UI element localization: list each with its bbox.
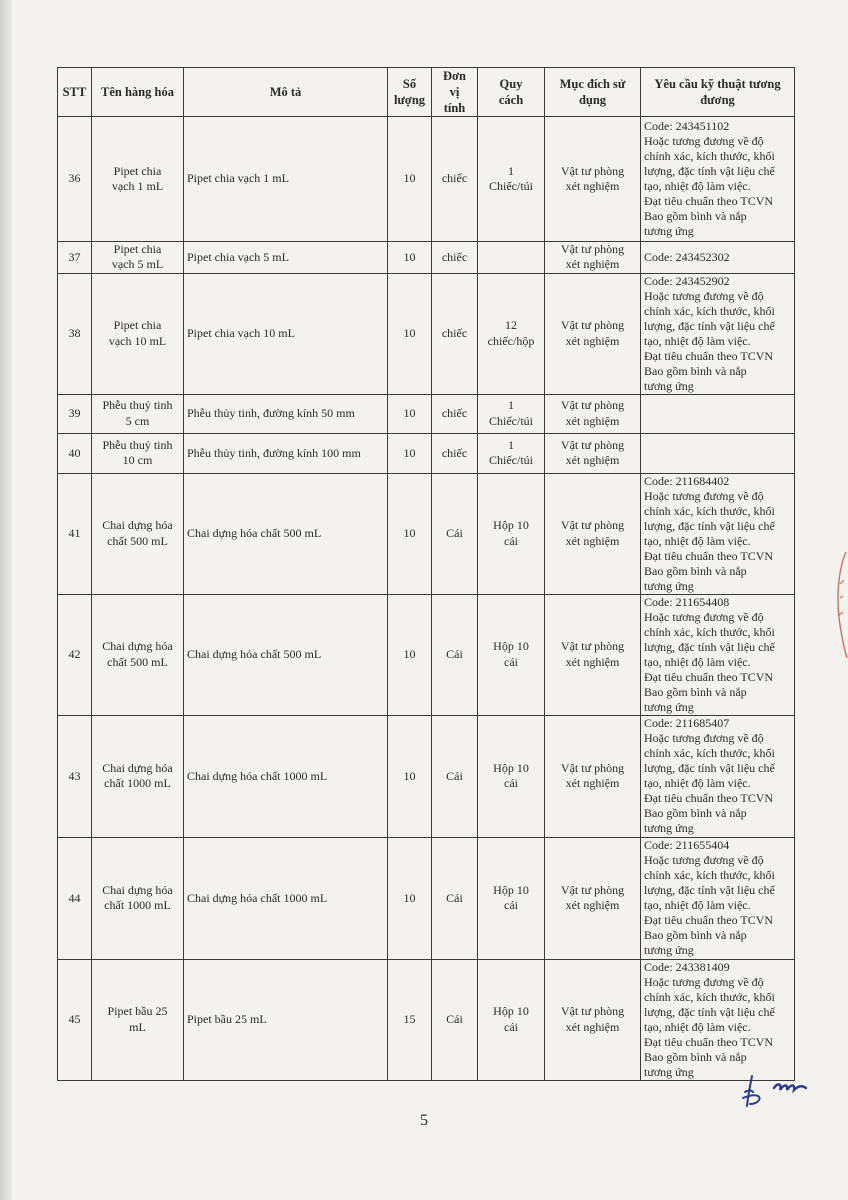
cell-ten-hang-hoa: Pipet bầu 25 mL: [92, 959, 184, 1080]
cell-quy-cach: 1 Chiếc/túi: [478, 394, 545, 433]
cell-yeu-cau-ky-thuat: Code: 243452302: [641, 242, 795, 274]
cell-don-vi-tinh: Cái: [432, 837, 478, 959]
cell-so-luong: 10: [388, 117, 432, 242]
table-header-row: [58, 68, 795, 117]
cell-stt: 37: [58, 242, 92, 274]
cell-mo-ta: Phễu thủy tinh, đường kính 50 mm: [184, 394, 388, 433]
header-ten-hang-hoa: Tên hàng hóa: [92, 68, 184, 117]
cell-don-vi-tinh: chiếc: [432, 273, 478, 394]
cell-mo-ta: Chai dựng hóa chất 500 mL: [184, 594, 388, 715]
cell-ten-hang-hoa: Phễu thuỷ tinh 10 cm: [92, 433, 184, 473]
cell-don-vi-tinh: Cái: [432, 715, 478, 837]
cell-ten-hang-hoa: Chai dựng hóa chất 500 mL: [92, 473, 184, 594]
cell-don-vi-tinh: chiếc: [432, 242, 478, 274]
cell-so-luong: 10: [388, 473, 432, 594]
table-row: [58, 959, 795, 1080]
scan-edge: [0, 0, 12, 1200]
cell-muc-dich-su-dung: Vật tư phòng xét nghiệm: [545, 473, 641, 594]
table-row: [58, 594, 795, 715]
cell-mo-ta: Chai dựng hóa chất 1000 mL: [184, 837, 388, 959]
table-row: [58, 273, 795, 394]
cell-ten-hang-hoa: Phễu thuỷ tinh 5 cm: [92, 394, 184, 433]
header-don-vi-tinh: Đơn vị tính: [432, 68, 478, 117]
cell-ten-hang-hoa: Chai dựng hóa chất 500 mL: [92, 594, 184, 715]
cell-don-vi-tinh: Cái: [432, 959, 478, 1080]
page-number: 5: [420, 1112, 428, 1129]
cell-don-vi-tinh: chiếc: [432, 117, 478, 242]
cell-yeu-cau-ky-thuat: [641, 394, 795, 433]
cell-stt: 45: [58, 959, 92, 1080]
cell-muc-dich-su-dung: Vật tư phòng xét nghiệm: [545, 837, 641, 959]
cell-don-vi-tinh: Cái: [432, 594, 478, 715]
cell-stt: 41: [58, 473, 92, 594]
header-mo-ta: Mô tả: [184, 68, 388, 117]
cell-yeu-cau-ky-thuat: Code: 211685407 Hoặc tương đương về độ chính xác, kích thước, khối lượng, đặc tính vật liệu chế tạo, nhiệt độ làm việc. Đạt tiêu chuẩn theo TCVN Bao gồm bình và nắp tương ứng: [641, 715, 795, 837]
cell-so-luong: 10: [388, 242, 432, 274]
cell-ten-hang-hoa: Chai dựng hóa chất 1000 mL: [92, 715, 184, 837]
cell-muc-dich-su-dung: Vật tư phòng xét nghiệm: [545, 959, 641, 1080]
cell-stt: 36: [58, 117, 92, 242]
cell-so-luong: 10: [388, 433, 432, 473]
table-row: [58, 837, 795, 959]
cell-ten-hang-hoa: Pipet chia vạch 10 mL: [92, 273, 184, 394]
cell-mo-ta: Phễu thủy tinh, đường kính 100 mm: [184, 433, 388, 473]
cell-muc-dich-su-dung: Vật tư phòng xét nghiệm: [545, 394, 641, 433]
cell-yeu-cau-ky-thuat: [641, 433, 795, 473]
cell-muc-dich-su-dung: Vật tư phòng xét nghiệm: [545, 273, 641, 394]
cell-yeu-cau-ky-thuat: Code: 243451102 Hoặc tương đương về độ chính xác, kích thước, khối lượng, đặc tính vật liệu chế tạo, nhiệt độ làm việc. Đạt tiêu chuẩn theo TCVN Bao gồm bình và nắp tương ứng: [641, 117, 795, 242]
table-row: [58, 394, 795, 433]
handwritten-signature-icon: [738, 1068, 822, 1112]
header-quy-cach: Quy cách: [478, 68, 545, 117]
cell-stt: 39: [58, 394, 92, 433]
cell-ten-hang-hoa: Pipet chia vạch 1 mL: [92, 117, 184, 242]
equipment-spec-table: [57, 67, 795, 1081]
cell-stt: 44: [58, 837, 92, 959]
cell-stt: 42: [58, 594, 92, 715]
table-row: [58, 433, 795, 473]
cell-quy-cach: Hộp 10 cái: [478, 959, 545, 1080]
stamp-edge-icon: [834, 550, 848, 660]
table-row: [58, 242, 795, 274]
cell-stt: 40: [58, 433, 92, 473]
header-yeu-cau-ky-thuat: Yêu cầu kỹ thuật tương đương: [641, 68, 795, 117]
cell-ten-hang-hoa: Chai dựng hóa chất 1000 mL: [92, 837, 184, 959]
cell-yeu-cau-ky-thuat: Code: 211654408 Hoặc tương đương về độ chính xác, kích thước, khối lượng, đặc tính vật liệu chế tạo, nhiệt độ làm việc. Đạt tiêu chuẩn theo TCVN Bao gồm bình và nắp tương ứng: [641, 594, 795, 715]
cell-so-luong: 10: [388, 273, 432, 394]
cell-so-luong: 10: [388, 594, 432, 715]
cell-quy-cach: 1 Chiếc/túi: [478, 117, 545, 242]
cell-quy-cach: 12 chiếc/hộp: [478, 273, 545, 394]
cell-stt: 43: [58, 715, 92, 837]
cell-mo-ta: Pipet chia vạch 10 mL: [184, 273, 388, 394]
cell-muc-dich-su-dung: Vật tư phòng xét nghiệm: [545, 117, 641, 242]
cell-ten-hang-hoa: Pipet chia vạch 5 mL: [92, 242, 184, 274]
header-so-luong: Số lượng: [388, 68, 432, 117]
cell-mo-ta: Chai dựng hóa chất 1000 mL: [184, 715, 388, 837]
table-row: [58, 473, 795, 594]
cell-so-luong: 15: [388, 959, 432, 1080]
table-row: [58, 715, 795, 837]
cell-don-vi-tinh: chiếc: [432, 394, 478, 433]
cell-quy-cach: 1 Chiếc/túi: [478, 433, 545, 473]
cell-quy-cach: Hộp 10 cái: [478, 473, 545, 594]
cell-quy-cach: Hộp 10 cái: [478, 837, 545, 959]
cell-muc-dich-su-dung: Vật tư phòng xét nghiệm: [545, 715, 641, 837]
cell-yeu-cau-ky-thuat: Code: 243381409 Hoặc tương đương về độ chính xác, kích thước, khối lượng, đặc tính vật liệu chế tạo, nhiệt độ làm việc. Đạt tiêu chuẩn theo TCVN Bao gồm bình và nắp tương ứng: [641, 959, 795, 1080]
cell-quy-cach: [478, 242, 545, 274]
cell-quy-cach: Hộp 10 cái: [478, 594, 545, 715]
cell-stt: 38: [58, 273, 92, 394]
cell-so-luong: 10: [388, 715, 432, 837]
cell-muc-dich-su-dung: Vật tư phòng xét nghiệm: [545, 433, 641, 473]
cell-don-vi-tinh: chiếc: [432, 433, 478, 473]
cell-quy-cach: Hộp 10 cái: [478, 715, 545, 837]
header-muc-dich-su-dung: Mục đích sử dụng: [545, 68, 641, 117]
cell-muc-dich-su-dung: Vật tư phòng xét nghiệm: [545, 242, 641, 274]
header-stt: STT: [58, 68, 92, 117]
cell-yeu-cau-ky-thuat: Code: 243452902 Hoặc tương đương về độ chính xác, kích thước, khối lượng, đặc tính vật liệu chế tạo, nhiệt độ làm việc. Đạt tiêu chuẩn theo TCVN Bao gồm bình và nắp tương ứng: [641, 273, 795, 394]
cell-yeu-cau-ky-thuat: Code: 211684402 Hoặc tương đương về độ chính xác, kích thước, khối lượng, đặc tính vật liệu chế tạo, nhiệt độ làm việc. Đạt tiêu chuẩn theo TCVN Bao gồm bình và nắp tương ứng: [641, 473, 795, 594]
cell-mo-ta: Chai dựng hóa chất 500 mL: [184, 473, 388, 594]
cell-mo-ta: Pipet bầu 25 mL: [184, 959, 388, 1080]
cell-don-vi-tinh: Cái: [432, 473, 478, 594]
cell-so-luong: 10: [388, 837, 432, 959]
cell-mo-ta: Pipet chia vạch 1 mL: [184, 117, 388, 242]
cell-so-luong: 10: [388, 394, 432, 433]
cell-yeu-cau-ky-thuat: Code: 211655404 Hoặc tương đương về độ chính xác, kích thước, khối lượng, đặc tính vật liệu chế tạo, nhiệt độ làm việc. Đạt tiêu chuẩn theo TCVN Bao gồm bình và nắp tương ứng: [641, 837, 795, 959]
table-row: [58, 117, 795, 242]
cell-muc-dich-su-dung: Vật tư phòng xét nghiệm: [545, 594, 641, 715]
cell-mo-ta: Pipet chia vạch 5 mL: [184, 242, 388, 274]
